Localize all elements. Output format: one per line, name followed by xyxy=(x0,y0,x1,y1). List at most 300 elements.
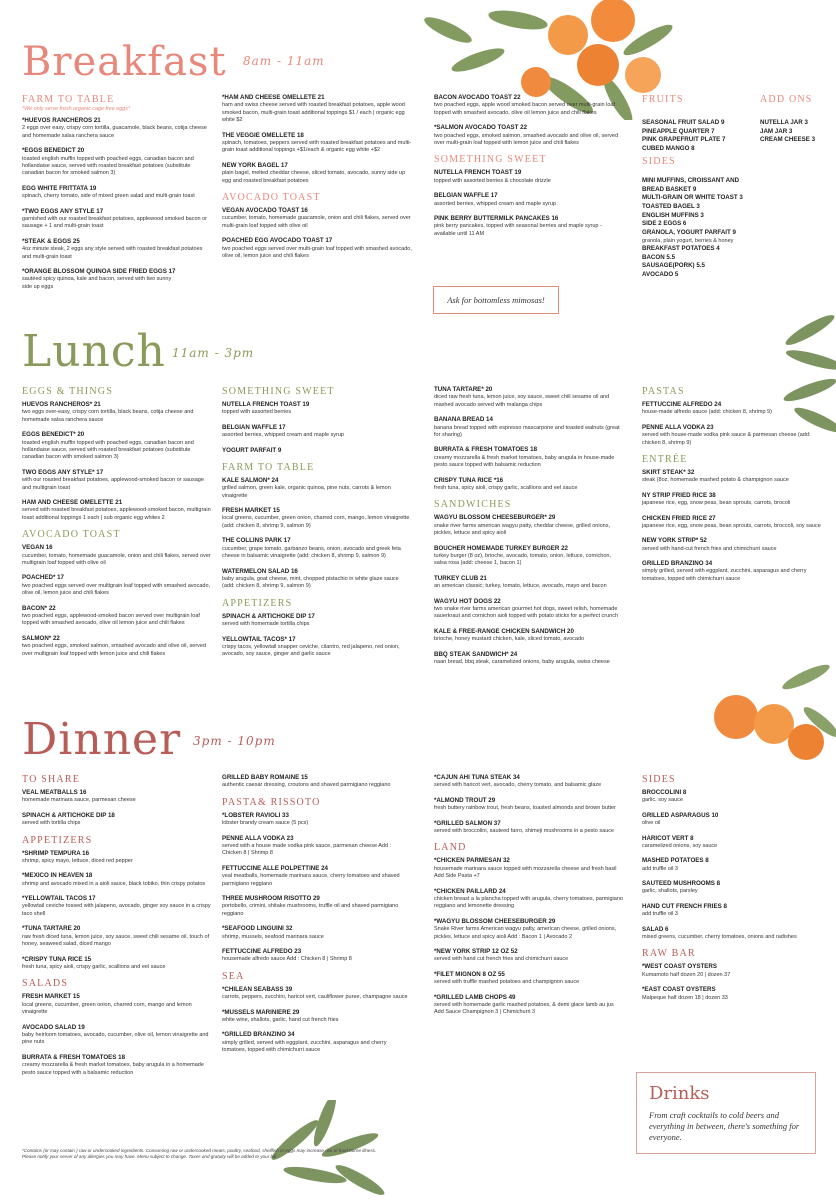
item-desc: diced raw fresh tuna, lemon juice, soy sauce, sweet chili sesame oil and mashed avocado served with malanga chips xyxy=(434,394,610,408)
item-name: BELGIAN WAFFLE 17 xyxy=(222,423,286,431)
item-name: *SHRIMP TEMPURA 16 xyxy=(22,849,90,857)
item-desc: baby arugula, goat cheese, mint, chopped pistachio in white glaze sauce (add: chicken 8, shrimp 9, salmon 9) xyxy=(222,575,399,590)
menu-line: CUBED MANGO 8 xyxy=(642,145,695,153)
breakfast-col-1 xyxy=(22,94,212,298)
menu-item xyxy=(642,926,822,942)
item-desc: simply grilled, served with eggplant, zucchini, asparagus and cherry tomatoes, topped with chimichurri sauce xyxy=(222,1039,387,1054)
menu-item xyxy=(434,598,624,621)
menu-item xyxy=(22,993,212,1016)
item-name: THE VEGGIE OMELLETE 18 xyxy=(222,131,304,139)
drinks-callout xyxy=(636,1072,816,1154)
item-desc: two poached eggs served over multi-grain loaf topped with smashed avocado, olive oil, lemon juice and chili flakes xyxy=(222,245,412,260)
menu-item xyxy=(22,956,212,972)
item-name: BROCCOLINI 8 xyxy=(642,789,687,796)
item-name: *MEXICO IN HEAVEN 18 xyxy=(22,872,93,880)
item-desc: with our roasted breakfast potatoes, applewood-smoked bacon or sausage and multigrain toast xyxy=(22,477,204,491)
lunch-col-4 xyxy=(642,386,822,590)
item-name: KALE & FREE-RANGE CHICKEN SANDWICH 20 xyxy=(434,627,574,635)
menu-item xyxy=(434,446,624,469)
item-desc: 4oz minute steak, 2 eggs any style served with roasted breakfast potatoes and multi-grain toast xyxy=(22,246,203,260)
menu-item xyxy=(22,812,212,828)
menu-item xyxy=(22,401,212,424)
lunch-title: Lunch xyxy=(22,326,166,377)
menu-item xyxy=(434,477,624,493)
menu-line: PINK GRAPEFRUIT PLATE 7 xyxy=(642,136,726,144)
item-name: *LOBSTER RAVIOLI 33 xyxy=(222,811,289,819)
menu-item xyxy=(642,903,822,919)
menu-line: JAM JAR 3 xyxy=(760,127,793,135)
item-desc: two poached eggs, applewood-smoked bacon served over multigrain loaf topped with smashed avocado, olive oil lemon juice and chili flakes xyxy=(22,613,200,627)
item-name: TURKEY CLUB 21 xyxy=(434,574,487,582)
item-name: THREE MUSHROOM RISOTTO 29 xyxy=(222,894,320,902)
menu-line: PINEAPPLE QUARTER 7 xyxy=(642,127,715,135)
item-desc: shrimp, spicy mayo, lettuce, diced red pepper xyxy=(22,857,133,864)
menu-item xyxy=(222,424,412,440)
item-name: *ORANGE BLOSSOM QUINOA SIDE FRIED EGGS 17 xyxy=(22,268,176,276)
menu-item xyxy=(434,774,624,790)
dinner-hours: 3pm - 10pm xyxy=(193,734,276,748)
item-desc: assorted berries, whipped cream and maple syrup xyxy=(434,200,556,207)
menu-line: BREAKFAST POTATOES 4 xyxy=(642,245,720,253)
item-name: EGG WHITE FRITTATA 19 xyxy=(22,184,97,192)
item-desc: served with house-made vodka pink sauce & parmesan cheese (add: chicken 8, shrimp 9) xyxy=(642,432,811,446)
menu-item xyxy=(222,207,412,230)
item-desc: carrots, peppers, zucchini, haricot vert, cauliflower puree, champagne sauce xyxy=(222,994,408,1001)
item-name: VEGAN AVOCADO TOAST 16 xyxy=(222,207,308,215)
menu-line: GRANOLA, YOGURT PARFAIT 9 xyxy=(642,229,736,237)
menu-item xyxy=(22,635,212,658)
item-desc: banana bread topped with espresso mascarpone and toasted walnuts (great for sharing) xyxy=(434,424,620,438)
item-desc: topped with assorted berries xyxy=(222,409,292,416)
item-desc: add truffle oil 3 xyxy=(642,865,678,872)
menu-item xyxy=(642,537,822,553)
section-title: ENTRÉE xyxy=(642,453,688,465)
item-name: NY STRIP FRIED RICE 38 xyxy=(642,491,716,499)
menu-item xyxy=(222,507,412,530)
menu-item xyxy=(434,124,624,147)
menu-line: ENGLISH MUFFINS 3 xyxy=(642,211,704,219)
item-desc: spinach, cherry tomato, side of mixed green salad and multi-grain toast xyxy=(22,193,195,200)
menu-item xyxy=(22,544,212,567)
item-desc: veal meatballs, homemade marinara sauce, cherry tomatoes and shaved parmigiano reggiano xyxy=(222,873,400,887)
menu-line: AVOCADO 5 xyxy=(642,271,679,279)
menu-item xyxy=(222,94,412,125)
menu-line: MULTI-GRAIN OR WHITE TOAST 3 xyxy=(642,194,743,202)
menu-item xyxy=(22,431,212,462)
breakfast-fruits xyxy=(642,94,757,154)
item-desc: cucumber, grape tomato, garbanzo beans, onion, avocado and greek feta cheese in balsamic vinaigrette (add: chicken 8, shrimp 9, salmon 9) xyxy=(222,545,401,560)
item-desc: local greens, cucumber, green onion, charred corn, mango, lemon vinaigrette (add: chicken 8, shrimp 9, salmon 9) xyxy=(222,515,410,529)
menu-line-desc: granola, plain yogurt, berries & honey xyxy=(642,237,734,244)
menu-item xyxy=(222,1031,412,1054)
menu-line: NUTELLA JAR 3 xyxy=(760,119,808,126)
item-name: *YELLOWTAIL TACOS 17 xyxy=(22,895,96,903)
item-name: FRESH MARKET 15 xyxy=(222,507,280,515)
menu-item xyxy=(22,574,212,597)
item-name: POACHED* 17 xyxy=(22,574,64,582)
item-desc: housemade alfredo sauce Add : Chicken 8 | Shrimp 8 xyxy=(222,956,352,963)
item-desc: served with homemade garlic mashed potatoes, & demi glace lamb au jus Add Sauce Champignon 3 | Chimichurri 3 xyxy=(434,1001,614,1016)
item-name: GRILLED BABY ROMAINE 15 xyxy=(222,774,308,781)
section-title: FARM TO TABLE xyxy=(222,461,315,473)
item-name: FETTUCCINE ALFREDO 24 xyxy=(642,401,722,408)
item-desc: white wine, shallots, garlic, hand cut french fries xyxy=(222,1016,339,1023)
item-name: SPINACH & ARTICHOKE DIP 17 xyxy=(222,612,315,620)
menu-item xyxy=(222,237,412,260)
item-desc: mixed greens, cucumber, cherry tomatoes, onions and radishes xyxy=(642,934,797,941)
menu-item xyxy=(222,865,412,888)
item-desc: Kumamoto half dozen 20 | dozen 37 xyxy=(642,971,731,978)
menu-item xyxy=(642,880,822,896)
item-name: *CHICKEN PAILLARD 24 xyxy=(434,887,506,895)
item-name: *FILET MIGNON 8 OZ 55 xyxy=(434,970,505,978)
item-desc: lobster brandy cream sauce (5 pcs) xyxy=(222,820,309,827)
item-desc: japanese rice, egg, snow peas, bean sprouts, carrots, broccoli, soy sauce xyxy=(642,522,821,529)
item-desc: cucumber, tomato, homemade guacamole, onion and chili flakes, served over multigrain loaf topped with olive oil xyxy=(22,552,211,567)
item-name: POACHED EGG AVOCADO TOAST 17 xyxy=(222,237,333,245)
menu-item xyxy=(22,147,212,178)
item-desc: crispy tacos, yellowtail snapper ceviche, cilantro, red jalapeno, red onion, avocado, soy sauce, ginger and garlic sauce xyxy=(222,643,400,658)
breakfast-add-ons xyxy=(760,94,836,145)
menu-item xyxy=(222,812,412,828)
item-desc: topped with assorted berries & chocolate drizzle xyxy=(434,177,551,184)
drinks-title: Drinks xyxy=(649,1083,710,1104)
menu-line: MINI MUFFINS, CROISSANT AND BREAD BASKET 9 xyxy=(642,177,740,193)
item-name: SKIRT STEAK* 32 xyxy=(642,468,695,476)
menu-item xyxy=(22,872,212,888)
menu-item xyxy=(642,857,822,873)
item-desc: garnished with our roasted breakfast potatoes, applewood smoked bacon or sausage + 1 and multi-grain toast xyxy=(22,215,207,230)
item-name: *NEW YORK STRIP 12 OZ 52 xyxy=(434,947,518,955)
menu-item xyxy=(642,560,822,583)
item-desc: shrimp, mussels, seafood marinara sauce xyxy=(222,933,324,940)
item-name: BELGIAN WAFFLE 17 xyxy=(434,192,498,200)
item-desc: served with homemade tortilla chips xyxy=(222,621,310,628)
item-desc: pink berry pancakes, topped with seasonal berries and maple syrup - available until 11 AM xyxy=(434,223,602,237)
menu-item xyxy=(434,820,624,836)
item-name: NEW YORK BAGEL 17 xyxy=(222,161,288,169)
breakfast-hours: 8am - 11am xyxy=(243,54,325,68)
menu-item xyxy=(434,628,624,644)
menu-item xyxy=(434,94,624,117)
item-desc: two snake river farms american gourmet hot dogs, sweet relish, homemade sauerkraut and cornichon aioli topped with potato sticks for a perfect crunch xyxy=(434,605,619,620)
section-title: SIDES xyxy=(642,156,676,167)
item-name: NUTELLA FRENCH TOAST 19 xyxy=(222,401,310,408)
menu-item xyxy=(434,857,624,880)
item-desc: toasted english muffin topped with poached eggs, canadian bacon and hollandaise sauce, served with roasted breakfast potatoes (substitute canadian bacon for smoked salmon 3) xyxy=(22,155,194,177)
item-name: WAGYU HOT DOGS 22 xyxy=(434,597,501,605)
lunch-col-3 xyxy=(434,386,624,673)
item-name: *EAST COAST OYSTERS xyxy=(642,986,716,994)
menu-item xyxy=(222,537,412,560)
item-name: GRILLED BRANZINO 34 xyxy=(642,560,713,568)
menu-line: TOASTED BAGEL 3 xyxy=(642,203,700,211)
menu-item xyxy=(222,925,412,941)
menu-item xyxy=(22,850,212,866)
allergy-footnote: *Contains (or may contain ) raw or undercooked ingredients. Consuming raw or undercooked meats, poultry, seafood, shellfish or eggs may increase risk of food-borne illness. Please notify your server of any allergies you may have. Menu subject to change. Taxes and gratuity will be added to your bill xyxy=(22,1148,377,1160)
menu-item xyxy=(222,447,412,455)
section-title: FARM TO TABLE xyxy=(22,94,115,105)
item-name: AVOCADO SALAD 19 xyxy=(22,1023,85,1031)
item-name: PINK BERRY BUTTERMILK PANCAKES 16 xyxy=(434,214,559,222)
menu-item xyxy=(22,117,212,140)
item-name: *TWO EGGS ANY STYLE 17 xyxy=(22,207,104,215)
menu-item xyxy=(642,835,822,851)
item-desc: brioche, honey mustard chicken, kale, sliced tomato, avocado xyxy=(434,636,585,643)
menu-item xyxy=(642,424,822,447)
item-name: FRESH MARKET 15 xyxy=(22,993,80,1001)
item-desc: add truffle oil 3 xyxy=(642,911,678,918)
item-name: *GRILLED BRANZINO 34 xyxy=(222,1031,295,1039)
item-desc: house-made alfredo sauce (add: chicken 8, shrimp 9) xyxy=(642,409,772,416)
menu-line: SIDE 2 EGGS 6 xyxy=(642,220,687,228)
item-name: TUNA TARTARE* 20 xyxy=(434,386,493,393)
item-desc: creamy mozzarella & fresh market tomatoes, baby arugula in a homemade pesto sauce topped with a balsamic reduction xyxy=(22,1062,204,1076)
item-name: BBQ STEAK SANDWICH* 24 xyxy=(434,650,518,658)
section-title: EGGS & THINGS xyxy=(22,386,113,397)
item-desc: an american classic; turkey, tomato, lettuce, avocado, mayo and bacon xyxy=(434,583,607,590)
item-name: *EGGS BENEDICT 20 xyxy=(22,147,85,155)
item-name: *CHILEAN SEABASS 39 xyxy=(222,985,293,993)
item-desc: shrimp and avocado mixed in a aioli sauce, black tobiko, thin crispy potatos xyxy=(22,880,206,887)
item-desc: chicken breast a la plancha topped with arugula, cherry tomatoes, parmigiano reggiano and lemonette dressing xyxy=(434,895,623,910)
item-desc: steak (8oz, homemade mashed potato & champignon sauce xyxy=(642,477,789,484)
item-desc: raw fresh diced tuna, lemon juice, soy sauce, sweet chili sesame oil, touch of honey, seaweed salad, diced mango xyxy=(22,933,210,948)
item-desc: caramelized onions, soy sauce xyxy=(642,842,718,849)
item-desc: Snake River farms American wagyu patty, american cheese, grilled onions, pickles, lettuce and spicy aioli Add : Bacon 1 | Avocado 2 xyxy=(434,926,617,940)
item-desc: local greens, cucumber, green onion, charred corn, mango and lemon vinaigrette xyxy=(22,1001,192,1016)
item-name: *GRILLED SALMON 37 xyxy=(434,819,501,827)
section-title: SOMETHING SWEET xyxy=(434,154,547,166)
section-title: APPETIZERS xyxy=(22,834,93,846)
menu-item xyxy=(642,963,822,979)
item-desc: garlic, shallots, parsley xyxy=(642,888,698,895)
menu-item xyxy=(434,797,624,813)
menu-item xyxy=(642,789,822,805)
menu-item xyxy=(22,238,212,261)
section-title: SEA xyxy=(222,970,245,982)
menu-item xyxy=(222,568,412,591)
item-name: CRISPY TUNA RICE *16 xyxy=(434,476,504,484)
menu-item xyxy=(22,1024,212,1047)
item-name: SALAD 6 xyxy=(642,925,669,933)
menu-item xyxy=(642,401,822,417)
item-name: *ALMOND TROUT 29 xyxy=(434,796,496,804)
item-name: WAGYU BLOSSOM CHEESEBURGER* 29 xyxy=(434,514,556,522)
menu-item xyxy=(222,835,412,858)
menu-item xyxy=(222,948,412,964)
item-desc: served with hand-cut french fries and chimichurri sauce xyxy=(642,545,777,552)
item-desc: yellowtail ceviche tossed with jalapeno, avocado, ginger soy sauce in a crispy taco shell xyxy=(22,903,211,917)
menu-item xyxy=(434,169,624,185)
menu-item xyxy=(434,888,624,911)
item-name: EGGS BENEDICT* 20 xyxy=(22,431,85,439)
item-desc: baby heirloom tomatoes, avocado, cucumber, olive oil, lemon vinaigrette and pine nuts xyxy=(22,1031,209,1046)
menu-item xyxy=(642,469,822,485)
section-note: *We only serve fresh organic cage free eggs* xyxy=(22,106,131,112)
item-name: VEGAN 16 xyxy=(22,544,53,552)
item-name: NUTELLA FRENCH TOAST 19 xyxy=(434,169,522,177)
item-desc: fresh tuna, spicy aioli, crispy garlic, scallions and eel sauce xyxy=(434,484,578,491)
item-desc: assorted berries, whipped cream and maple syrup xyxy=(222,432,344,439)
section-title: PASTAS xyxy=(642,386,685,397)
dinner-col-3 xyxy=(434,774,624,1024)
item-name: WATERMELON SALAD 16 xyxy=(222,567,298,575)
item-name: YOGURT PARFAIT 9 xyxy=(222,446,282,454)
item-desc: two poached eggs, smoked salmon, smashed avocado and olive oil, served over multi-grain loaf topped with lemon juice and chili flakes xyxy=(434,132,619,146)
menu-line: SAUSAGE(PORK) 5.5 xyxy=(642,262,705,270)
item-desc: 2 eggs over easy, crispy corn tortilla, guacamole, black beans, cotija cheese and homemade salsa ranchera sauce xyxy=(22,125,207,139)
item-desc: snake river farms american wagyu patty, cheddar cheese, grilled onions, pickles, lettuce and spicy aioli xyxy=(434,522,610,537)
section-title: AVOCADO TOAST xyxy=(22,529,121,541)
item-name: BANANA BREAD 14 xyxy=(434,416,493,424)
item-name: BURRATA & FRESH TOMATOES 18 xyxy=(434,446,538,454)
item-name: *WEST COAST OYSTERS xyxy=(642,963,717,971)
menu-item xyxy=(222,162,412,185)
menu-item xyxy=(22,208,212,231)
section-title: ADD ONS xyxy=(760,94,813,105)
item-desc: olive oil xyxy=(642,820,661,827)
menu-item xyxy=(22,469,212,492)
menu-item xyxy=(434,386,624,409)
menu-item xyxy=(434,416,624,439)
item-name: TWO EGGS ANY STYLE* 17 xyxy=(22,468,104,476)
menu-item xyxy=(434,514,624,537)
item-name: GRILLED ASPARAGUS 10 xyxy=(642,811,719,819)
menu-item xyxy=(434,651,624,667)
menu-item xyxy=(222,1009,412,1025)
item-desc: portobello, crimini, shitake mushrooms, truffle oil and shaved parmigiano reggiano xyxy=(222,903,399,917)
item-name: SALMON* 22 xyxy=(22,634,60,642)
item-name: HARICOT VERT 8 xyxy=(642,834,694,842)
item-desc: housemade marinara sauce topped with mozzarella cheese and fresh basil Add Side Pasta +7 xyxy=(434,865,617,880)
breakfast-col-2 xyxy=(222,94,412,267)
item-desc: naan bread, bbq steak, caramelized onions, baby arugula, swiss cheese xyxy=(434,658,610,665)
item-name: BACON* 22 xyxy=(22,604,56,612)
menu-line: BACON 5.5 xyxy=(642,253,676,261)
item-desc: two poached eggs, smoked salmon, smashed avocado and olive oil, served over multigrain loaf topped with lemon juice and chili flakes xyxy=(22,643,207,657)
item-desc: plain bagel, melted cheddar cheese, sliced tomato, avocado, sunny side up egg and roasted breakfast potatoes xyxy=(222,170,406,184)
section-title: AVOCADO TOAST xyxy=(222,192,321,204)
section-title: RAW BAR xyxy=(642,948,696,960)
item-name: *HUEVOS RANCHEROS 21 xyxy=(22,117,101,124)
item-name: PENNE ALLA VODKA 23 xyxy=(642,423,714,431)
item-desc: two poached eggs, apple wood smoked bacon served over multi-grain loaf topped with smashed avocado, olive oil lemon juice and chili flakes xyxy=(434,102,615,116)
item-desc: toasted english muffin topped with poached eggs, canadian bacon and hollandaise sauce, served with roasted breakfast potatoes (substitute canadian bacon with smoked salmon 3) xyxy=(22,439,194,461)
item-desc: served with truffle mashed potatoes and champignon sauce xyxy=(434,979,580,986)
menu-item xyxy=(434,971,624,987)
item-name: KALE SALMON* 24 xyxy=(222,476,279,484)
menu-item xyxy=(22,925,212,948)
item-desc: ham and swiss cheese served with roasted breakfast potatoes, apple wood smoked bacon, multi-grain toast additional toppings $1 / each | organic egg white $2 xyxy=(222,102,405,124)
item-desc: served with a house made vodka pink sauce, parmesan cheese Add : Chicken 8 | Shrimp 8 xyxy=(222,842,392,857)
item-name: FETTUCCINE ALLE POLPETTINE 24 xyxy=(222,864,328,872)
menu-line: CREAM CHEESE 3 xyxy=(760,136,816,144)
item-name: BOUCHER HOMEMADE TURKEY BURGER 22 xyxy=(434,544,568,552)
menu-item xyxy=(642,812,822,828)
dinner-col-4 xyxy=(642,774,822,1009)
item-name: *HAM AND CHEESE OMELLETE 21 xyxy=(222,94,325,101)
menu-item xyxy=(642,986,822,1002)
menu-item xyxy=(222,477,412,500)
item-name: HUEVOS RANCHEROS* 21 xyxy=(22,401,101,408)
section-title: SOMETHING SWEET xyxy=(222,386,335,397)
menu-item xyxy=(434,215,624,238)
item-name: *GRILLED LAMB CHOPS 49 xyxy=(434,993,516,1001)
item-name: SPINACH & ARTICHOKE DIP 18 xyxy=(22,811,115,819)
menu-line: SEASONAL FRUIT SALAD 9 xyxy=(642,119,725,126)
item-desc: creamy mozzarella & fresh market tomatoes, baby arugula in house-made pesto sauce topped with balsamic reduction xyxy=(434,454,615,469)
menu-item xyxy=(222,986,412,1002)
item-name: PENNE ALLA VODKA 23 xyxy=(222,834,294,842)
menu-item xyxy=(642,515,822,531)
item-name: BURRATA & FRESH TOMATOES 18 xyxy=(22,1053,126,1061)
item-name: *STEAK & EGGS 25 xyxy=(22,237,80,245)
menu-item xyxy=(22,789,212,805)
item-desc: grilled salmon, green kale, organic quinoa, pine nuts, carrots & lemon vinaigrette xyxy=(222,485,391,499)
item-name: SAUTEED MUSHROOMS 8 xyxy=(642,880,721,888)
menu-item xyxy=(222,774,412,790)
item-desc: authentic caesar dressing, croutons and shaved parmigiano reggiano xyxy=(222,782,391,789)
breakfast-title: Breakfast xyxy=(22,39,227,85)
section-title: SANDWICHES xyxy=(434,499,512,511)
menu-item xyxy=(22,268,182,291)
menu-item xyxy=(434,918,624,941)
menu-item xyxy=(434,192,624,208)
lunch-col-2 xyxy=(222,386,412,666)
menu-item xyxy=(22,499,212,522)
menu-item xyxy=(222,895,412,918)
item-desc: turkey burger (8 oz), brioche, avocado, tomato, onion, lettuce, cornichon, salsa rosa (add: cheese 1, bacon 1) xyxy=(434,552,612,567)
item-desc: served with tortilla chips xyxy=(22,820,81,827)
menu-item xyxy=(642,492,822,508)
item-desc: japanese rice, egg, snow peas, bean sprouts, carrots, brocoli xyxy=(642,500,791,507)
menu-item xyxy=(22,185,212,201)
section-title: SALADS xyxy=(22,978,69,990)
item-name: *SALMON AVOCADO TOAST 22 xyxy=(434,124,528,132)
item-name: THE COLLINS PARK 17 xyxy=(222,537,291,545)
section-title: LAND xyxy=(434,842,467,854)
item-desc: garlic, soy sauce xyxy=(642,797,683,804)
item-desc: homemade marinara sauce, parmesan cheese xyxy=(22,797,136,804)
item-name: *TUNA TARTARE 20 xyxy=(22,925,81,933)
menu-item xyxy=(434,994,624,1017)
menu-item xyxy=(222,132,412,155)
item-desc: fresh buttery rainbow trout, fresh beans, toasted almonds and brown butter xyxy=(434,805,616,812)
item-desc: two eggs over-easy, crispy corn tortilla, black beans, cotija cheese and homemade salsa ranchera sauce xyxy=(22,409,194,423)
item-name: *CAJUN AHI TUNA STEAK 34 xyxy=(434,774,520,781)
item-name: CHICKEN FRIED RICE 27 xyxy=(642,514,716,522)
item-name: VEAL MEATBALLS 16 xyxy=(22,789,87,796)
section-title: PASTA& RISSOTO xyxy=(222,796,321,808)
menu-item xyxy=(222,613,412,629)
item-name: *CRISPY TUNA RICE 15 xyxy=(22,955,92,963)
menu-item xyxy=(434,948,624,964)
breakfast-col-3 xyxy=(434,94,624,245)
item-name: BACON AVOCADO TOAST 22 xyxy=(434,94,521,101)
item-desc: served with haricot vert, avocado, cherry tomato, and balsamic glaze xyxy=(434,782,602,789)
orange-branch-illustration-right xyxy=(706,662,836,770)
item-name: *MUSSELS MARINIERE 29 xyxy=(222,1008,300,1016)
item-desc: served with broccolini, sauteed farro, shimeji mushrooms in a pesto sauce xyxy=(434,827,615,834)
item-desc: Malpeque half dozen 18 | dozen 33 xyxy=(642,994,728,1001)
item-name: MASHED POTATOES 8 xyxy=(642,857,709,865)
breakfast-sides xyxy=(642,156,772,280)
section-title: TO SHARE xyxy=(22,774,81,785)
menu-item xyxy=(22,895,212,918)
menu-item xyxy=(222,636,412,659)
item-name: *CHICKEN PARMESAN 32 xyxy=(434,857,510,865)
